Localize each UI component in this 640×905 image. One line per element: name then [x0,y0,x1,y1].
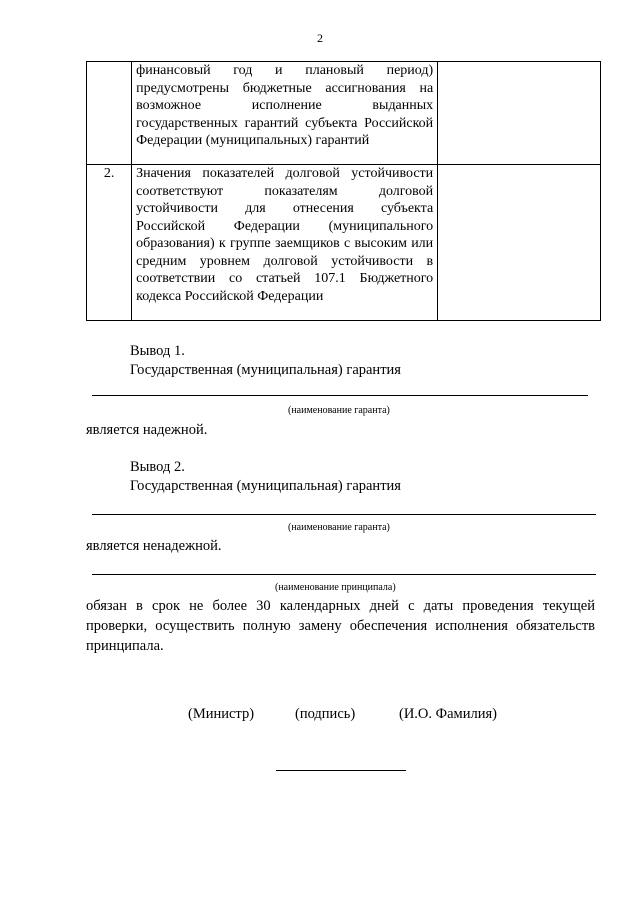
table-row [87,62,601,165]
conclusion2-text: Государственная (муниципальная) гарантия [130,478,401,494]
row-text: финансовый год и плановый период) предусмотрены бюджетные ассигнования на возможное исполнение выданных государственных гарантий субъекта Российской Федерации (муниципальных) гарантий [132,62,438,165]
guarantor-name-line [92,395,588,396]
guarantor-caption: (наименование гаранта) [288,405,390,416]
conclusion1-text: Государственная (муниципальная) гарантия [130,362,401,378]
principal-name-line [92,574,596,575]
conclusion1-title: Вывод 1. [130,343,185,359]
row-number [87,62,132,165]
row-value-cell [438,165,601,321]
signature-position: (Министр) [188,706,255,722]
table-row [87,165,601,321]
principal-caption: (наименование принципала) [275,582,396,593]
criteria-table [86,61,601,321]
row-value-cell [438,62,601,165]
signature-name: (И.О. Фамилия) [399,706,497,722]
guarantor-caption-2: (наименование гаранта) [288,522,390,533]
row-number: 2. [87,165,132,321]
conclusion1-result: является надежной. [86,422,208,438]
signature-sign: (подпись) [295,706,356,722]
conclusion2-title: Вывод 2. [130,459,185,475]
row-text: Значения показателей долговой устойчивости соответствуют показателям долговой устойчивости для отнесения субъекта Российской Федерации (муниципального образования) к группе заемщиков с высоким или средним уровнем долговой устойчивости в соответствии со статьей 107.1 Бюджетного кодекса Российской Федерации [132,165,438,321]
obligation-paragraph: обязан в срок не более 30 календарных дней с даты проведения текущей проверки, осуществить полную замену обеспечения исполнения обязательств принципала. [86,598,595,654]
signature-underline [276,770,406,771]
page-number: 2 [317,31,323,45]
guarantor-name-line-2 [92,514,596,515]
conclusion2-result: является ненадежной. [86,538,222,554]
